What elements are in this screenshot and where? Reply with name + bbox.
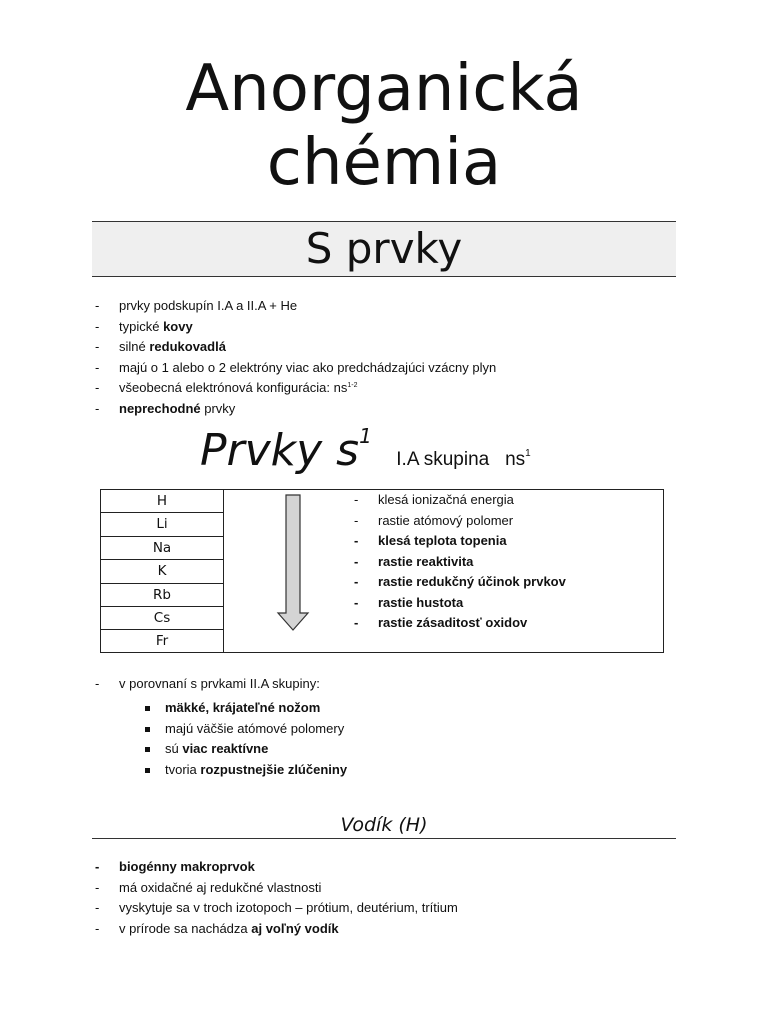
trend-item: - klesá teplota topenia xyxy=(351,531,566,552)
list-item: - majú o 1 alebo o 2 elektróny viac ako predchádzajúci vzácny plyn xyxy=(92,358,496,379)
list-item: - v porovnaní s prvkami II.A skupiny: xyxy=(92,674,320,695)
trend-item: - klesá ionizačná energia xyxy=(351,490,566,511)
page-title xyxy=(0,52,768,200)
element-cell: Rb xyxy=(101,584,223,607)
section-title-hydrogen: Vodík (H) xyxy=(92,812,676,839)
list-item: - v prírode sa nachádza aj voľný vodík xyxy=(92,919,458,940)
title-line-1: Anorganická xyxy=(185,52,583,126)
hydrogen-list xyxy=(92,857,458,939)
group-heading-main: Prvky $s^1$ xyxy=(200,424,372,476)
element-cell: Fr xyxy=(155,633,169,650)
element-trend-table xyxy=(100,489,664,653)
intro-list xyxy=(92,296,496,419)
title-line-2: chémia xyxy=(266,126,502,200)
group-heading-subtitle: I.A skupina $ns^1$ xyxy=(396,448,531,470)
down-arrow-icon xyxy=(276,493,310,633)
list-item: - všeobecná elektrónová konfigurácia: $ns^{1-2}$ xyxy=(92,378,496,399)
group-heading xyxy=(200,425,531,476)
list-item: - neprechodné prvky xyxy=(92,399,496,420)
comparison-list xyxy=(92,674,320,695)
list-item: - vyskytuje sa v troch izotopoch – prótium, deutérium, trítium xyxy=(92,898,458,919)
element-column xyxy=(101,490,224,652)
sub-list-item: sú viac reaktívne xyxy=(145,739,347,760)
sub-list-item: mäkké, krájateľné nožom xyxy=(145,698,347,719)
trend-item: - rastie hustota xyxy=(351,593,566,614)
list-item: - silné redukovadlá xyxy=(92,337,496,358)
section-band-title: S prvky xyxy=(92,221,676,277)
comparison-subitems xyxy=(145,698,347,780)
list-item: - typické kovy xyxy=(92,317,496,338)
list-item: - biogénny makroprvok xyxy=(92,857,458,878)
sub-list-item: majú väčšie atómové polomery xyxy=(145,719,347,740)
trend-item: - rastie atómový polomer xyxy=(351,511,566,532)
element-cell: Cs xyxy=(101,607,223,630)
sub-list-item: tvoria rozpustnejšie zlúčeniny xyxy=(145,760,347,781)
trend-item: - rastie reaktivita xyxy=(351,552,566,573)
list-item: - má oxidačné aj redukčné vlastnosti xyxy=(92,878,458,899)
element-cell: K xyxy=(101,560,223,583)
element-cell: Li xyxy=(101,513,223,536)
list-item: - prvky podskupín I.A a II.A + He xyxy=(92,296,496,317)
trend-list xyxy=(351,490,566,634)
trend-item: - rastie zásaditosť oxidov xyxy=(351,613,566,634)
element-cell: Na xyxy=(101,537,223,560)
element-cell: H xyxy=(101,490,223,513)
trend-item: - rastie redukčný účinok prvkov xyxy=(351,572,566,593)
